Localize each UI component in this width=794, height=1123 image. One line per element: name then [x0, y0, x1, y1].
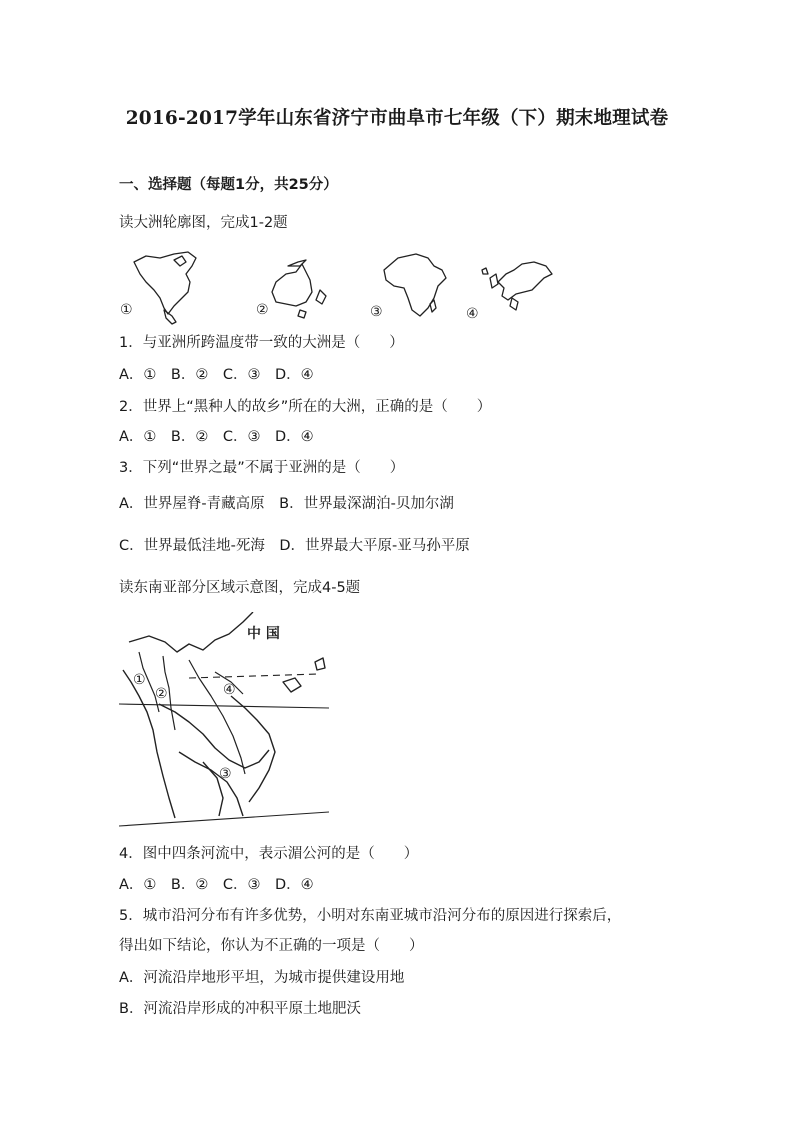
continent-outlines-figure [116, 244, 556, 326]
oceania-outline [272, 264, 312, 306]
question-5-line-1: 5．城市沿河分布有许多优势，小明对东南亚城市沿河分布的原因进行探索后， [119, 908, 622, 924]
question-2-options: A．① B．② C．③ D．④ [119, 429, 314, 445]
page-title: 2016-2017学年山东省济宁市曲阜市七年级（下）期末地理试卷 [125, 108, 669, 129]
river-label-1: ① [133, 672, 146, 688]
intro-text-2: 读东南亚部分区域示意图，完成4-5题 [119, 580, 361, 596]
river-label-4: ④ [223, 682, 236, 698]
continent-label-4: ④ [466, 306, 479, 322]
question-3: 3．下列“世界之最”不属于亚洲的是（ ） [119, 460, 405, 476]
question-3-options-cd: C．世界最低洼地-死海 D．世界最大平原-亚马孙平原 [119, 538, 470, 554]
question-5-option-b: B．河流沿岸形成的冲积平原土地肥沃 [119, 1001, 361, 1017]
intro-text-1: 读大洲轮廓图，完成1-2题 [119, 215, 288, 231]
continent-label-3: ③ [370, 304, 383, 320]
section-heading: 一、选择题（每题1分，共25分） [119, 177, 338, 193]
river-label-2: ② [155, 686, 168, 702]
question-4: 4．图中四条河流中，表示湄公河的是（ ） [119, 846, 419, 862]
question-3-options-ab: A．世界屋脊-青藏高原 B．世界最深湖泊-贝加尔湖 [119, 496, 454, 512]
river-label-3: ③ [219, 766, 232, 782]
question-1: 1．与亚洲所跨温度带一致的大洲是（ ） [119, 335, 404, 351]
continent-label-2: ② [256, 302, 269, 318]
southeast-asia-map [119, 612, 329, 830]
north-america-outline [134, 252, 196, 314]
china-label: 中 国 [247, 626, 280, 642]
continent-label-1: ① [120, 302, 133, 318]
europe-outline [498, 262, 552, 300]
question-4-options: A．① B．② C．③ D．④ [119, 877, 314, 893]
question-1-options: A．① B．② C．③ D．④ [119, 367, 314, 383]
africa-outline [384, 254, 446, 316]
question-5-option-a: A．河流沿岸地形平坦，为城市提供建设用地 [119, 970, 405, 986]
question-5-line-2: 得出如下结论，你认为不正确的一项是（ ） [119, 938, 424, 954]
question-2: 2．世界上“黑种人的故乡”所在的大洲，正确的是（ ） [119, 399, 492, 415]
